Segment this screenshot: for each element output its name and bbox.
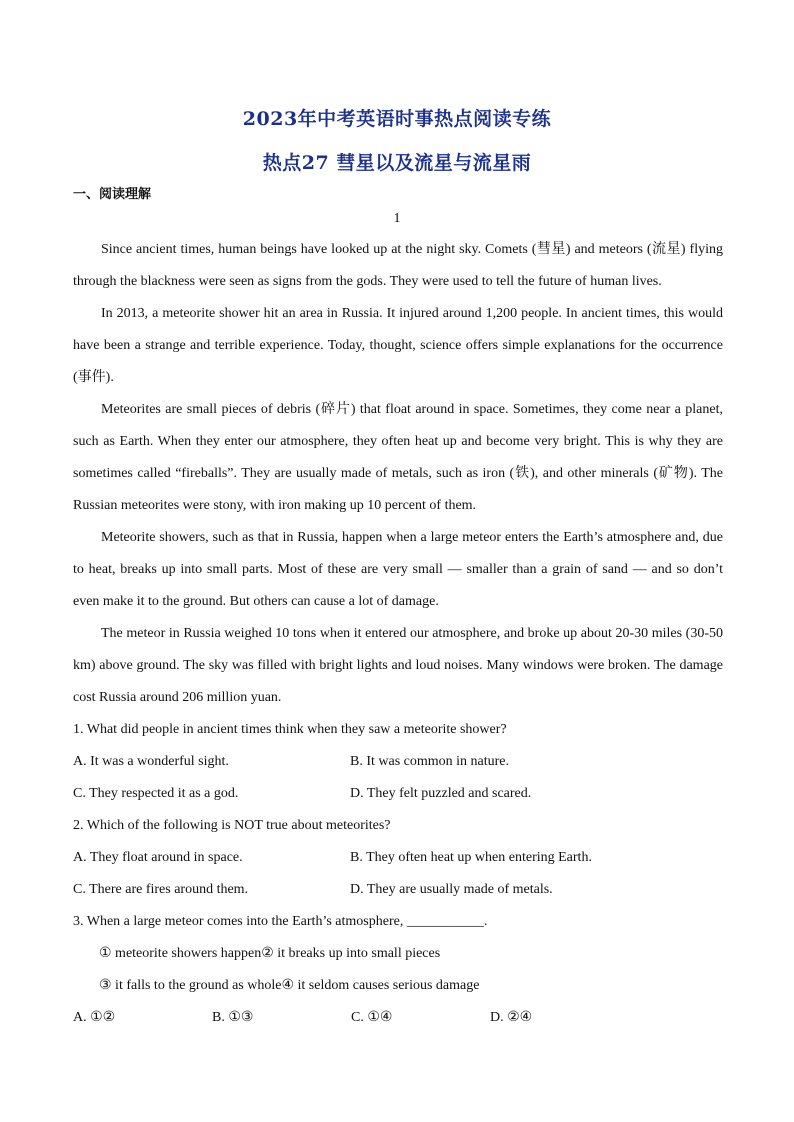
question-3-options-row [73,1002,723,1034]
question-2-options-row [73,874,723,906]
paragraph: The meteor in Russia weighed 10 tons when it entered our atmosphere, and broke up about 20-30 miles (30-50 km) above ground. The sky was filled with bright lights and loud noises. Many windows were broken. The damage cost Russia around 206 million yuan. [73,626,723,705]
option-b: B. They often heat up when entering Earth. [350,850,592,865]
section-label: 一、阅读理解 [73,187,152,202]
option-a: A. They float around in space. [73,850,243,865]
question-1-options-row [73,778,723,810]
paragraph: Meteorites are small pieces of debris (碎片) that float around in space. Sometimes, they come near a planet, such as Earth. When they enter our atmosphere, they often heat up and become very bright. This is why they are sometimes called “fireballs”. They are usually made of metals, such as iron (铁), and other minerals (矿物). The Russian meteorites were stony, with iron making up 10 percent of them. [73,402,723,513]
paragraph: Meteorite showers, such as that in Russia, happen when a large meteor enters the Earth’s atmosphere and, due to heat, breaks up into small parts. Most of these are very small — smaller than a grain of sand — and so don’t even make it to the ground. But others can cause a lot of damage. [73,530,723,609]
option-a: A. ①② [73,1010,116,1025]
question-1-options-row [73,746,723,778]
question-3-statements: ① meteorite showers happen② it breaks up into small pieces [99,946,441,961]
option-d: D. They are usually made of metals. [350,882,553,897]
passage-body [73,234,723,1034]
option-b: B. ①③ [212,1010,254,1025]
passage-number: 1 [393,211,401,226]
question-2-options-row [73,842,723,874]
option-c: C. There are fires around them. [73,882,249,897]
option-c: C. They respected it as a god. [73,786,239,801]
paragraph: Since ancient times, human beings have looked up at the night sky. Comets (彗星) and meteors (流星) flying through the blackness were seen as signs from the gods. They were used to tell the future of human lives. [73,242,723,289]
option-d: D. They felt puzzled and scared. [350,786,532,801]
paragraph: In 2013, a meteorite shower hit an area in Russia. It injured around 1,200 people. In ancient times, this would have been a strange and terrible experience. Today, thought, science offers simple explanations for the occurrence (事件). [73,306,723,385]
question-3-stem: 3. When a large meteor comes into the Earth’s atmosphere, ___________. [73,914,488,929]
question-3-statements: ③ it falls to the ground as whole④ it seldom causes serious damage [99,978,480,993]
document-subtitle: 热点27 彗星以及流星与流星雨 [262,152,532,174]
option-c: C. ①④ [351,1010,393,1025]
question-1-stem: 1. What did people in ancient times think when they saw a meteorite shower? [73,722,507,737]
document-title: 2023年中考英语时事热点阅读专练 [242,108,552,130]
option-a: A. It was a wonderful sight. [73,754,229,769]
option-d: D. ②④ [490,1010,533,1025]
option-b: B. It was common in nature. [350,754,510,769]
question-2-stem: 2. Which of the following is NOT true about meteorites? [73,818,391,833]
